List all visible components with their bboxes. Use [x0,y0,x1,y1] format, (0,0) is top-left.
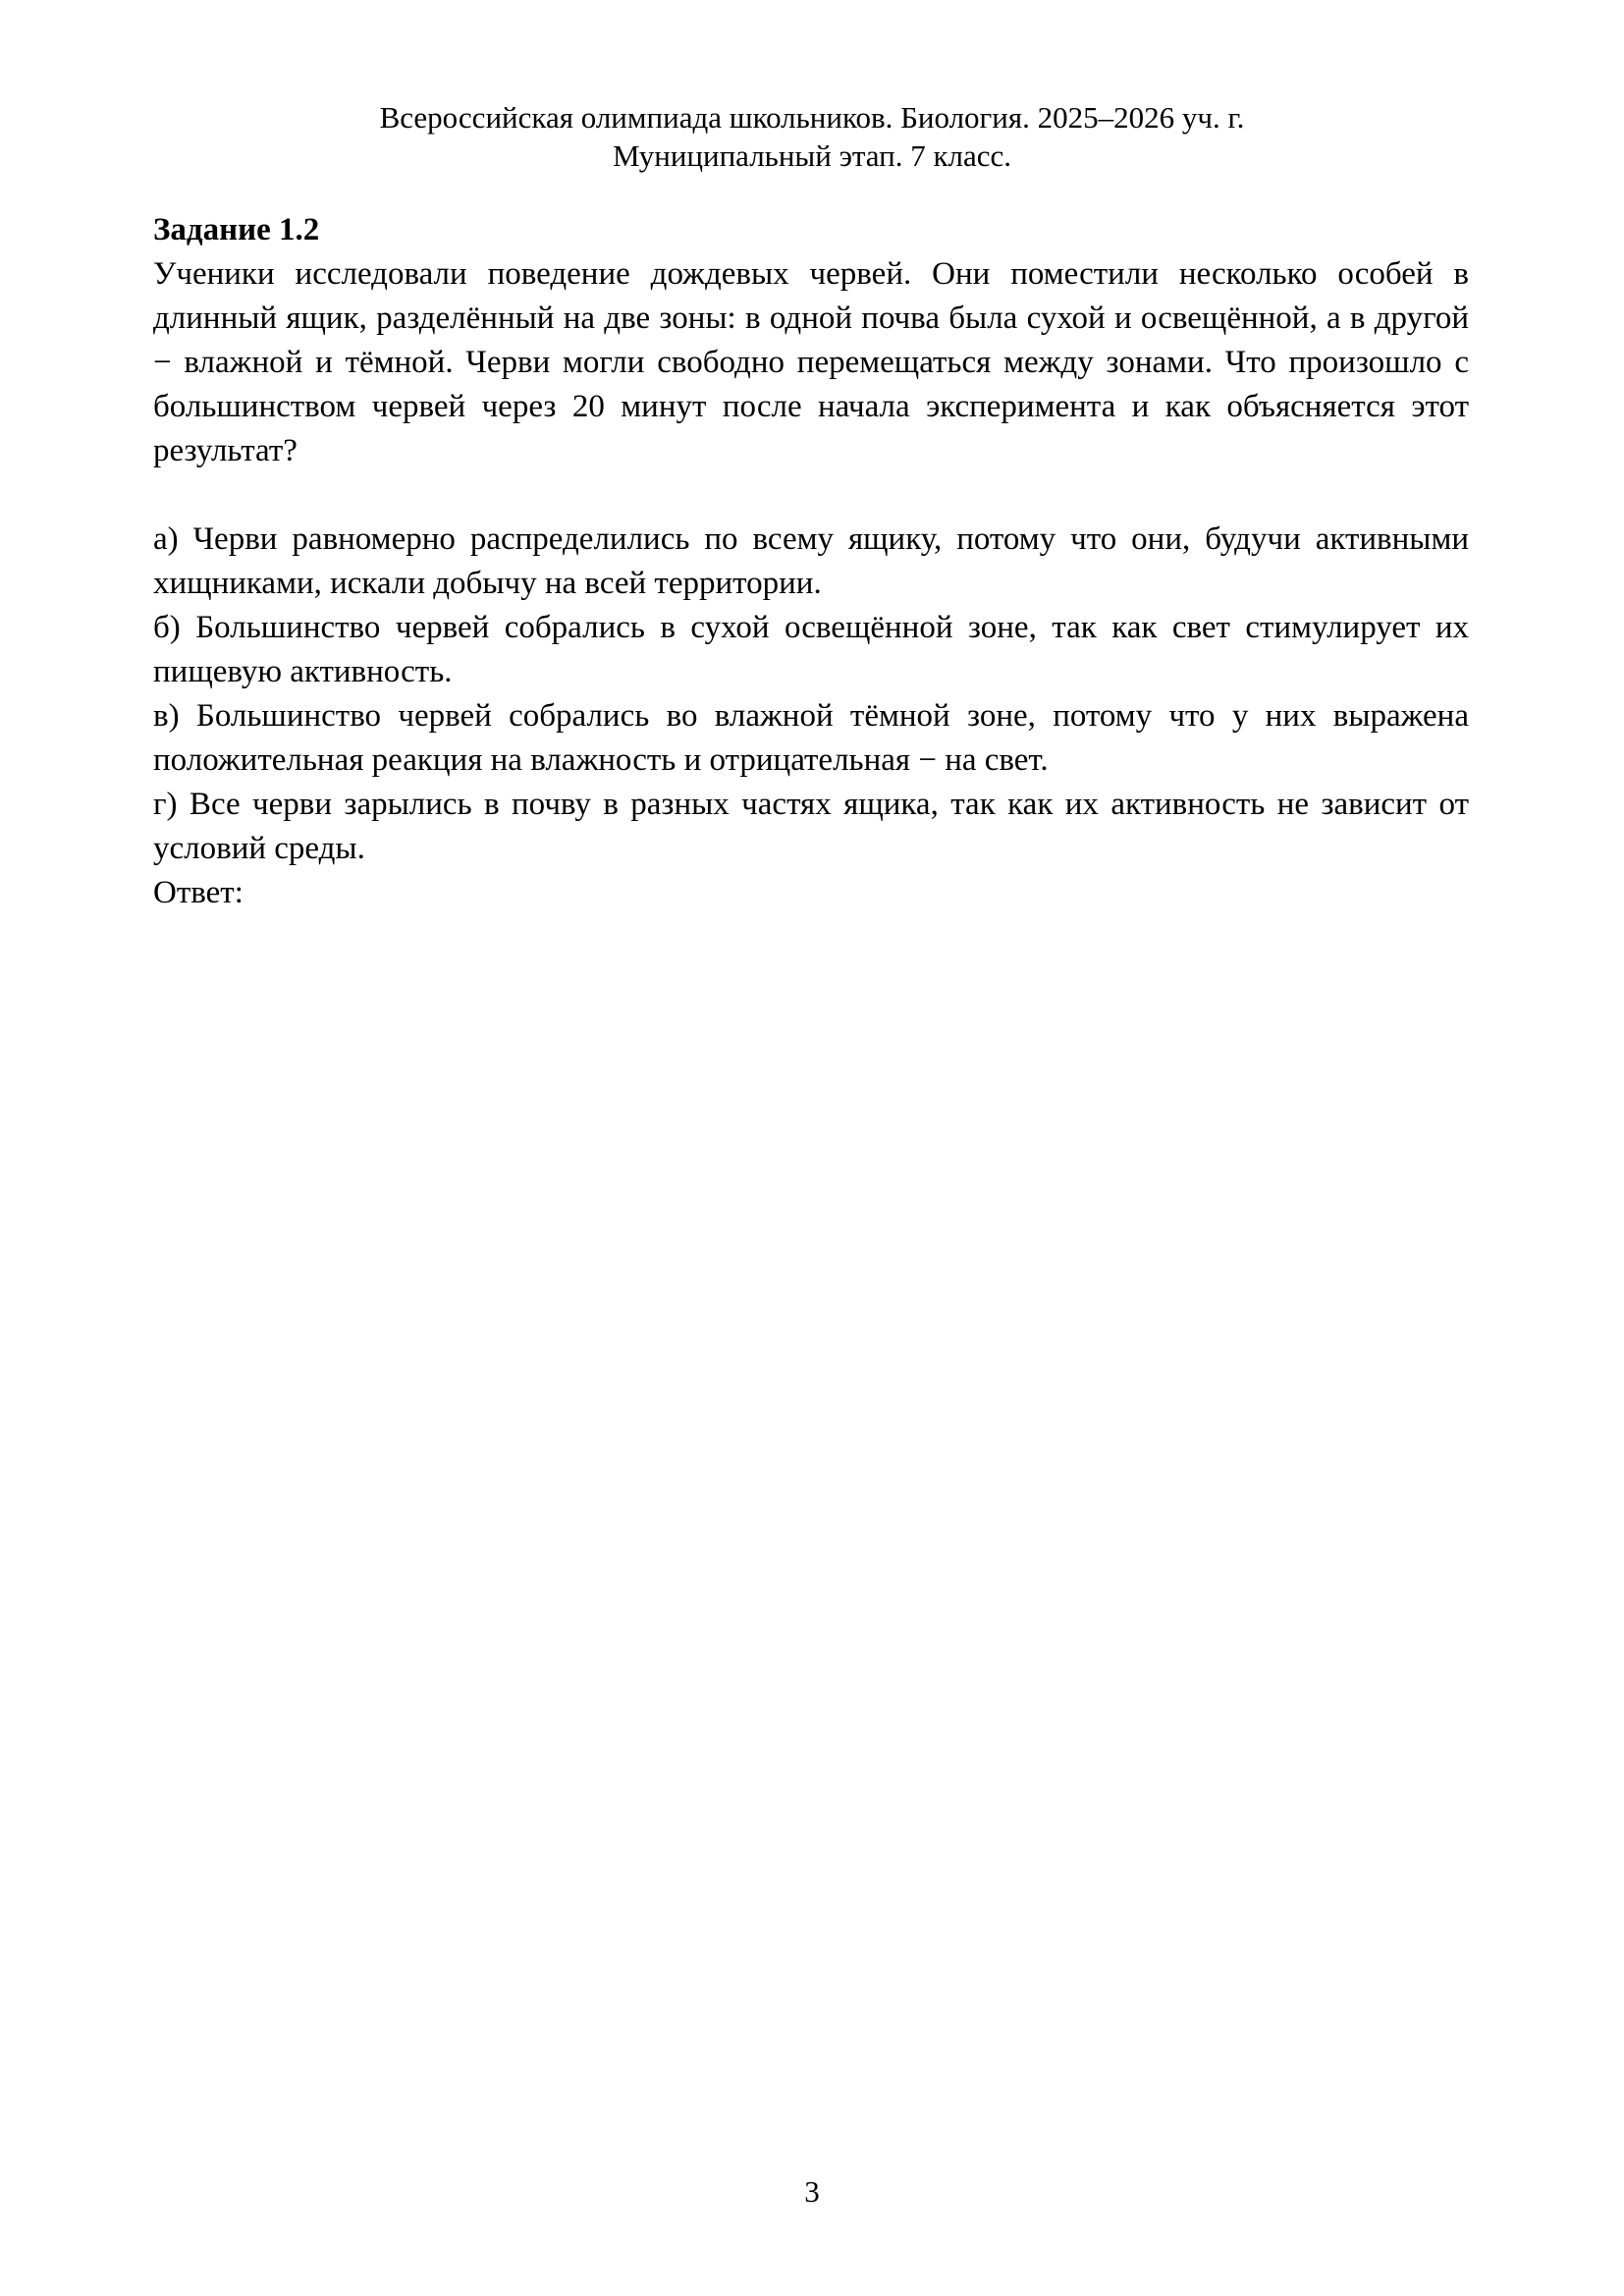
answer-label: Ответ: [153,875,244,910]
task-content [153,208,1469,915]
page-header [0,98,1624,175]
task-title: Задание 1.2 [153,212,320,247]
option-a: а) Черви равномерно распределились по всему ящику, потому что они, будучи активными хищниками, искали добычу на всей территории. [153,521,1469,601]
page-number: 3 [804,2174,820,2209]
answer-options [153,518,1469,871]
option-d: г) Все черви зарылись в почву в разных частях ящика, так как их активность не зависит от условий среды. [153,787,1469,866]
spacer [153,473,1469,518]
option-b: б) Большинство червей собрались в сухой освещённой зоне, так как свет стимулирует их пищевую активность. [153,610,1469,689]
option-c: в) Большинство червей собрались во влажной тёмной зоне, потому что у них выражена положительная реакция на влажность и отрицательная − на свет. [153,698,1469,778]
header-stage-grade: Муниципальный этап. 7 класс. [612,138,1012,173]
task-question: Ученики исследовали поведение дождевых червей. Они поместили несколько особей в длинный ящик, разделённый на две зоны: в одной почва была сухой и освещённой, а в другой − влажной и тёмной. Черви могли свободно перемещаться между зонами. Что произошло с большинством червей через 20 минут после начала эксперимента и как объясняется этот результат? [153,256,1469,468]
header-olympiad-title: Всероссийская олимпиада школьников. Биология. 2025–2026 уч. г. [379,100,1245,135]
